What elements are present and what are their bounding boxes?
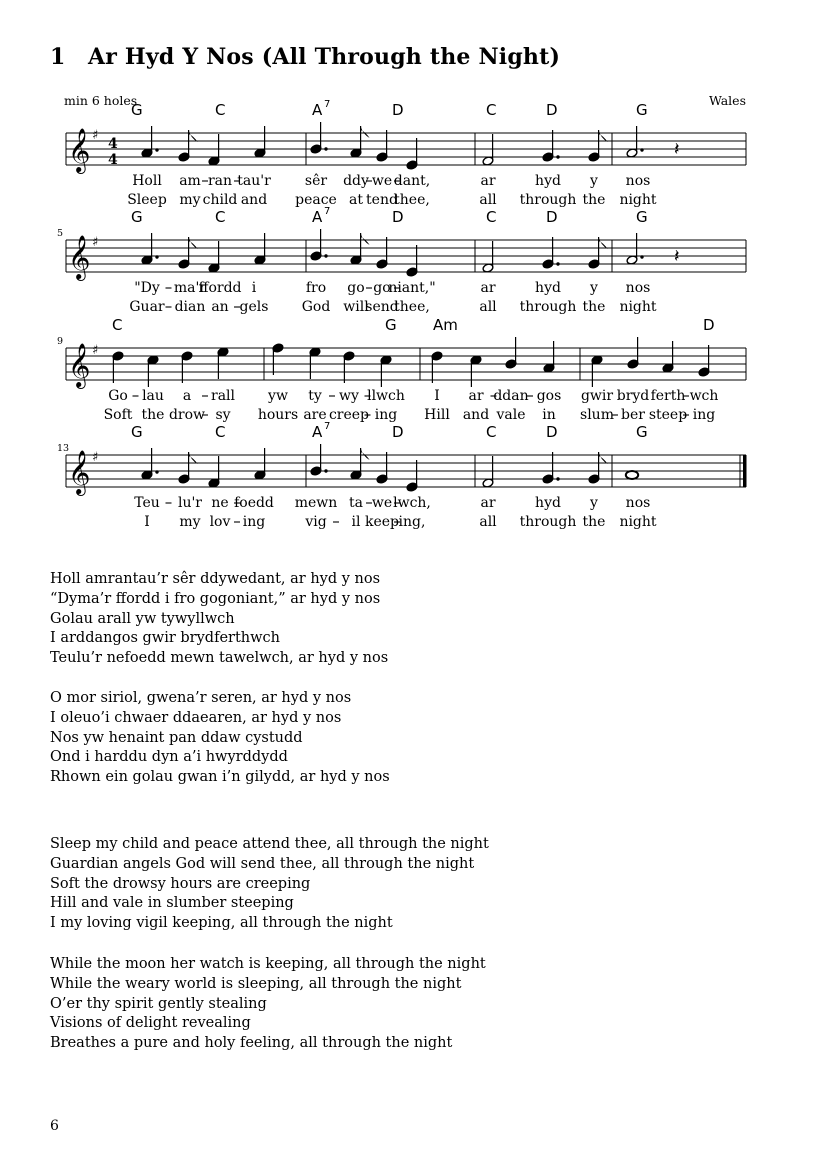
augmentation-dot <box>155 255 158 258</box>
lyric-syllable: wy <box>339 388 359 404</box>
lyric-syllable: night <box>619 299 657 315</box>
treble-clef-icon: 𝄞 <box>68 235 91 279</box>
lyric-syllable: all <box>479 299 497 315</box>
lyric-syllable: Soft <box>103 407 133 423</box>
quarter-rest-icon: 𝄽 <box>674 246 680 267</box>
quarter-rest-icon: 𝄽 <box>674 139 680 160</box>
lyric-line: While the weary world is sleeping, all through the night <box>50 975 462 992</box>
lyric-syllable: at <box>349 192 363 208</box>
lyric-line: Nos yw henaint pan ddaw cystudd <box>50 729 303 746</box>
eighth-flag-icon <box>599 237 608 249</box>
chord-extension: 7 <box>324 206 331 217</box>
lyric-syllable: mewn <box>294 495 338 511</box>
lyric-syllable: hyd <box>535 280 561 296</box>
lyric-syllable: tau'r <box>237 173 271 189</box>
lyric-line: Golau arall yw tywyllwch <box>50 610 235 627</box>
chord-symbol: C <box>112 316 123 334</box>
eighth-flag-icon <box>361 448 370 460</box>
chord-symbol: D <box>546 423 558 441</box>
lyric-syllable: ing <box>692 407 716 423</box>
augmentation-dot <box>324 469 327 472</box>
lyric-syllable: will <box>343 299 369 315</box>
lyric-syllable: ing <box>374 407 398 423</box>
chord-extension: 7 <box>324 99 331 110</box>
lyric-syllable: creep <box>328 407 370 423</box>
augmentation-dot <box>556 477 559 480</box>
lyric-syllable: are <box>303 407 327 423</box>
chord-symbol: A <box>312 101 323 119</box>
lyric-syllable: ffordd <box>198 280 242 296</box>
eighth-flag-icon <box>361 233 370 245</box>
lyric-syllable: yw <box>268 388 288 404</box>
lyric-line: Sleep my child and peace attend thee, all through the night <box>50 836 489 852</box>
chord-extension: 7 <box>324 421 331 432</box>
lyric-syllable: Sleep <box>127 192 167 208</box>
lyric-syllable: ing, <box>398 514 426 530</box>
stanza-english-1 <box>50 835 489 934</box>
lyric-line: “Dyma’r ffordd i fro gogoniant,” ar hyd y nos <box>50 590 381 607</box>
lyric-syllable: gwir <box>580 388 614 404</box>
lyric-syllable: ar <box>480 173 496 189</box>
lyric-syllable: we <box>371 495 393 511</box>
stanza-english-2 <box>50 955 486 1054</box>
chord-symbol: C <box>215 423 226 441</box>
lyric-syllable: foedd <box>234 495 274 511</box>
lyric-syllable: slum <box>580 407 614 423</box>
lyric-syllable: gels <box>239 299 269 315</box>
treble-clef-icon: 𝄞 <box>68 450 91 494</box>
sharp-key-signature-icon: ♯ <box>92 235 99 250</box>
lyric-line: Soft the drowsy hours are creeping <box>50 875 311 892</box>
sharp-key-signature-icon: ♯ <box>92 128 99 143</box>
lyric-syllable: sêr <box>304 173 328 189</box>
lyric-syllable: fro <box>305 280 327 296</box>
eighth-flag-icon <box>361 126 370 138</box>
sharp-key-signature-icon: ♯ <box>92 450 99 465</box>
lyric-line: Rhown ein golau gwan i’n gilydd, ar hyd y nos <box>50 769 390 786</box>
time-signature-top: 4 <box>108 136 118 152</box>
lyric-syllable: ber <box>621 407 645 423</box>
music-score <box>0 0 826 560</box>
lyric-syllable: ar <box>480 495 496 511</box>
treble-clef-icon: 𝄞 <box>68 343 91 387</box>
chord-symbol: Am <box>433 316 458 334</box>
lyric-syllable: nos <box>625 280 651 296</box>
chord-symbol: D <box>546 101 558 119</box>
lyric-syllable: steep <box>648 407 688 423</box>
lyric-syllable: sy <box>215 407 231 423</box>
chord-symbol: C <box>215 101 226 119</box>
song-number: 1 <box>50 44 66 70</box>
measure-number: 5 <box>57 228 64 239</box>
chord-symbol: D <box>392 423 404 441</box>
lyric-syllable: all <box>479 514 497 530</box>
eighth-flag-icon <box>189 237 198 249</box>
lyric-line: Holl amrantau’r sêr ddywedant, ar hyd y nos <box>50 571 381 587</box>
lyric-syllable: lu'r <box>177 495 203 511</box>
lyric-syllable: God <box>301 299 331 315</box>
lyric-syllable: a <box>182 388 192 404</box>
lyric-syllable: gos <box>536 388 562 404</box>
lyric-syllable: Teu <box>134 495 160 511</box>
chord-symbol: C <box>215 208 226 226</box>
augmentation-dot <box>640 255 643 258</box>
augmentation-dot <box>556 262 559 265</box>
lyric-syllable: ddan <box>493 388 529 404</box>
stanza-welsh-2 <box>50 689 390 788</box>
time-signature-bottom: 4 <box>108 152 118 168</box>
chord-symbol: G <box>131 208 143 226</box>
lyric-syllable: ma'r <box>173 280 207 296</box>
lyric-syllable: y <box>590 173 598 189</box>
treble-clef-icon: 𝄞 <box>68 128 91 172</box>
lyric-line: Visions of delight revealing <box>50 1015 251 1032</box>
whole-note-icon <box>626 471 638 479</box>
lyric-syllable: ferth <box>650 388 686 404</box>
lyric-syllable: go <box>347 280 365 296</box>
chord-symbol: D <box>546 208 558 226</box>
lyric-syllable: lov <box>209 514 231 530</box>
lyric-syllable: y <box>590 495 598 511</box>
augmentation-dot <box>155 148 158 151</box>
augmentation-dot <box>324 254 327 257</box>
measure-number: 13 <box>57 443 70 454</box>
lyric-syllable: i <box>251 280 257 296</box>
lyric-syllable: thee, <box>394 299 430 315</box>
final-barline-thick <box>743 455 747 487</box>
page-number: 6 <box>50 1118 59 1134</box>
eighth-flag-icon <box>599 130 608 142</box>
lyric-syllable: llwch <box>367 388 405 404</box>
lyric-syllable: through <box>519 192 577 208</box>
lyric-line: While the moon her watch is keeping, all through the night <box>50 956 486 972</box>
lyric-line: Breathes a pure and holy feeling, all through the night <box>50 1035 453 1052</box>
lyric-syllable: ar <box>468 388 484 404</box>
lyric-syllable: wch <box>689 388 719 404</box>
lyric-syllable: my <box>179 514 201 530</box>
lyric-syllable: ty <box>308 388 322 404</box>
lyric-syllable: hyd <box>535 495 561 511</box>
song-title-text: Ar Hyd Y Nos (All Through the Night) <box>88 44 561 70</box>
lyric-syllable: ne <box>211 495 229 511</box>
lyric-syllable: and <box>240 192 268 208</box>
lyric-line: O’er thy spirit gently stealing <box>50 995 267 1012</box>
chord-symbol: C <box>486 101 497 119</box>
chord-symbol: G <box>131 101 143 119</box>
measure-number: 9 <box>57 336 64 347</box>
lyric-line: Ond i harddu dyn a’i hwyrddydd <box>50 749 288 766</box>
augmentation-dot <box>155 470 158 473</box>
lyric-syllable: my <box>179 192 201 208</box>
lyric-syllable: send <box>365 299 399 315</box>
lyric-syllable: through <box>519 299 577 315</box>
origin-label: Wales <box>708 93 746 108</box>
augmentation-dot <box>640 148 643 151</box>
lyric-line: I oleuo’i chwaer ddaearen, ar hyd y nos <box>50 709 342 726</box>
chord-symbol: C <box>486 208 497 226</box>
stanza-welsh-1 <box>50 570 388 669</box>
lyric-syllable: tend <box>366 192 398 208</box>
lyric-syllable: through <box>519 514 577 530</box>
chord-symbol: G <box>636 101 648 119</box>
lyric-syllable: child <box>202 192 238 208</box>
lyric-syllable: peace <box>295 192 337 208</box>
lyric-syllable: all <box>479 192 497 208</box>
sharp-key-signature-icon: ♯ <box>92 343 99 358</box>
eighth-flag-icon <box>599 452 608 464</box>
chord-symbol: C <box>486 423 497 441</box>
instrument-note: min 6 holes <box>64 93 138 108</box>
lyric-syllable: bryd <box>616 388 650 404</box>
chord-symbol: D <box>392 208 404 226</box>
lyric-syllable: the <box>141 407 165 423</box>
lyric-syllable: the <box>582 192 606 208</box>
lyric-syllable: vig <box>305 514 327 530</box>
chord-symbol: D <box>392 101 404 119</box>
chord-symbol: G <box>385 316 397 334</box>
chord-symbol: A <box>312 423 323 441</box>
lyric-syllable: am <box>179 173 201 189</box>
lyric-syllable: ar <box>480 280 496 296</box>
chord-symbol: G <box>131 423 143 441</box>
chord-symbol: A <box>312 208 323 226</box>
lyric-syllable: dian <box>174 299 206 315</box>
chord-symbol: D <box>703 316 715 334</box>
lyric-syllable: nos <box>625 173 651 189</box>
lyric-syllable: I <box>144 514 150 530</box>
augmentation-dot <box>324 147 327 150</box>
chord-symbol: G <box>636 423 648 441</box>
lyric-line: I my loving vigil keeping, all through the night <box>50 915 393 932</box>
lyric-syllable: y <box>590 280 598 296</box>
lyric-syllable: Go <box>108 388 128 404</box>
lyric-syllable: Holl <box>132 173 162 189</box>
lyric-syllable: we <box>371 173 393 189</box>
lyric-syllable: lwch, <box>393 495 431 511</box>
augmentation-dot <box>556 155 559 158</box>
lyric-syllable: the <box>582 299 606 315</box>
lyric-syllable: niant," <box>388 280 436 296</box>
lyric-syllable: keep <box>364 514 400 530</box>
lyric-syllable: Hill <box>424 407 450 423</box>
lyric-syllable: an <box>211 299 229 315</box>
eighth-flag-icon <box>189 452 198 464</box>
lyric-syllable: hours <box>257 407 299 423</box>
lyric-syllable: in <box>542 407 556 423</box>
lyric-syllable: hyd <box>535 173 561 189</box>
lyric-syllable: go <box>373 280 391 296</box>
lyric-syllable: lau <box>142 388 164 404</box>
lyric-syllable: and <box>462 407 490 423</box>
lyric-syllable: thee, <box>394 192 430 208</box>
lyric-line: Guardian angels God will send thee, all through the night <box>50 855 475 872</box>
lyric-syllable: the <box>582 514 606 530</box>
lyric-syllable: I <box>434 388 440 404</box>
lyric-syllable: ran <box>207 173 233 189</box>
lyric-syllable: vale <box>496 407 526 423</box>
lyric-line: Teulu’r nefoedd mewn tawelwch, ar hyd y nos <box>50 650 389 667</box>
lyric-syllable: ing <box>242 514 266 530</box>
lyric-line: Hill and vale in slumber steeping <box>50 895 294 912</box>
chord-symbol: G <box>636 208 648 226</box>
lyric-syllable: "Dy <box>134 280 160 296</box>
eighth-flag-icon <box>189 130 198 142</box>
lyric-syllable: rall <box>211 388 235 404</box>
lyric-syllable: night <box>619 192 657 208</box>
lyric-syllable: ta <box>349 495 363 511</box>
lyric-syllable: il <box>351 514 361 530</box>
lyric-syllable: drow <box>168 407 206 423</box>
lyric-syllable: Guar <box>129 299 165 315</box>
lyric-syllable: dant, <box>393 173 431 189</box>
lyric-syllable: night <box>619 514 657 530</box>
lyric-syllable: ddy <box>343 173 369 189</box>
lyric-line: O mor siriol, gwena’r seren, ar hyd y nos <box>50 690 352 706</box>
lyric-line: I arddangos gwir brydferthwch <box>50 630 280 647</box>
lyric-syllable: nos <box>625 495 651 511</box>
